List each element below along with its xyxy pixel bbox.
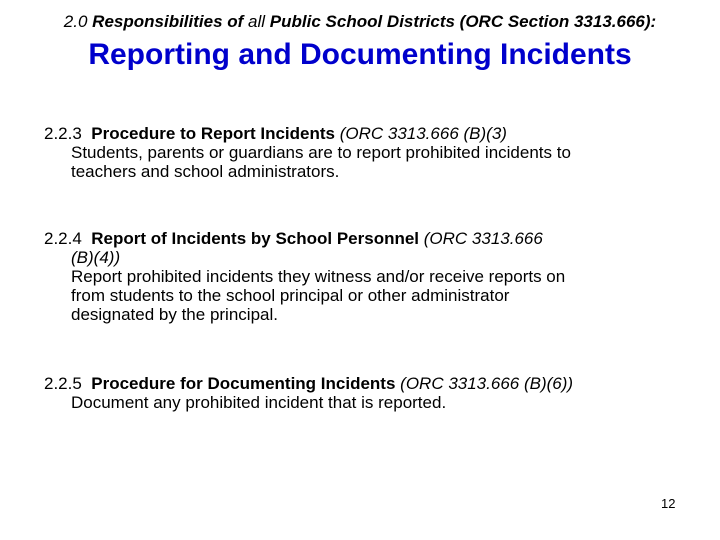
section-number: 2.2.5 [44, 374, 82, 393]
section-number: 2.2.3 [44, 124, 82, 143]
section-body [44, 267, 684, 324]
section-heading [44, 124, 684, 143]
section-body [44, 143, 684, 181]
section-reference: (ORC 3313.666 [423, 229, 543, 248]
section-2-2-5 [44, 374, 684, 412]
subtitle-number: 2.0 [63, 12, 88, 31]
section-reference: (ORC 3313.666 (B)(6)) [400, 374, 574, 393]
body-line: Document any prohibited incident that is reported. [71, 393, 447, 412]
section-title: Procedure to Report Incidents [91, 124, 335, 143]
subtitle-bold-part-2: Public School Districts (ORC Section 3313.666): [269, 12, 657, 31]
section-reference: (ORC 3313.666 (B)(3) [339, 124, 507, 143]
section-heading [44, 374, 684, 393]
section-2-2-4 [44, 229, 684, 324]
page-number: 12 [661, 496, 676, 511]
subtitle-bold-part: Responsibilities of [92, 12, 244, 31]
section-reference-continued: (B)(4)) [71, 248, 121, 267]
section-title: Report of Incidents by School Personnel [91, 229, 420, 248]
section-number: 2.2.4 [44, 229, 82, 248]
section-2-2-3 [44, 124, 684, 181]
slide-subtitle [0, 12, 720, 32]
section-title: Procedure for Documenting Incidents [91, 374, 396, 393]
slide-title: Reporting and Documenting Incidents [88, 38, 632, 71]
section-body [44, 393, 684, 412]
body-line: Report prohibited incidents they witness and/or receive reports on [71, 267, 566, 286]
body-line: Students, parents or guardians are to report prohibited incidents to [71, 143, 571, 162]
body-line: teachers and school administrators. [71, 162, 340, 181]
body-line: from students to the school principal or other administrator [71, 286, 510, 305]
section-heading [44, 229, 684, 248]
subtitle-mid: all [248, 12, 266, 31]
body-line: designated by the principal. [71, 305, 278, 324]
